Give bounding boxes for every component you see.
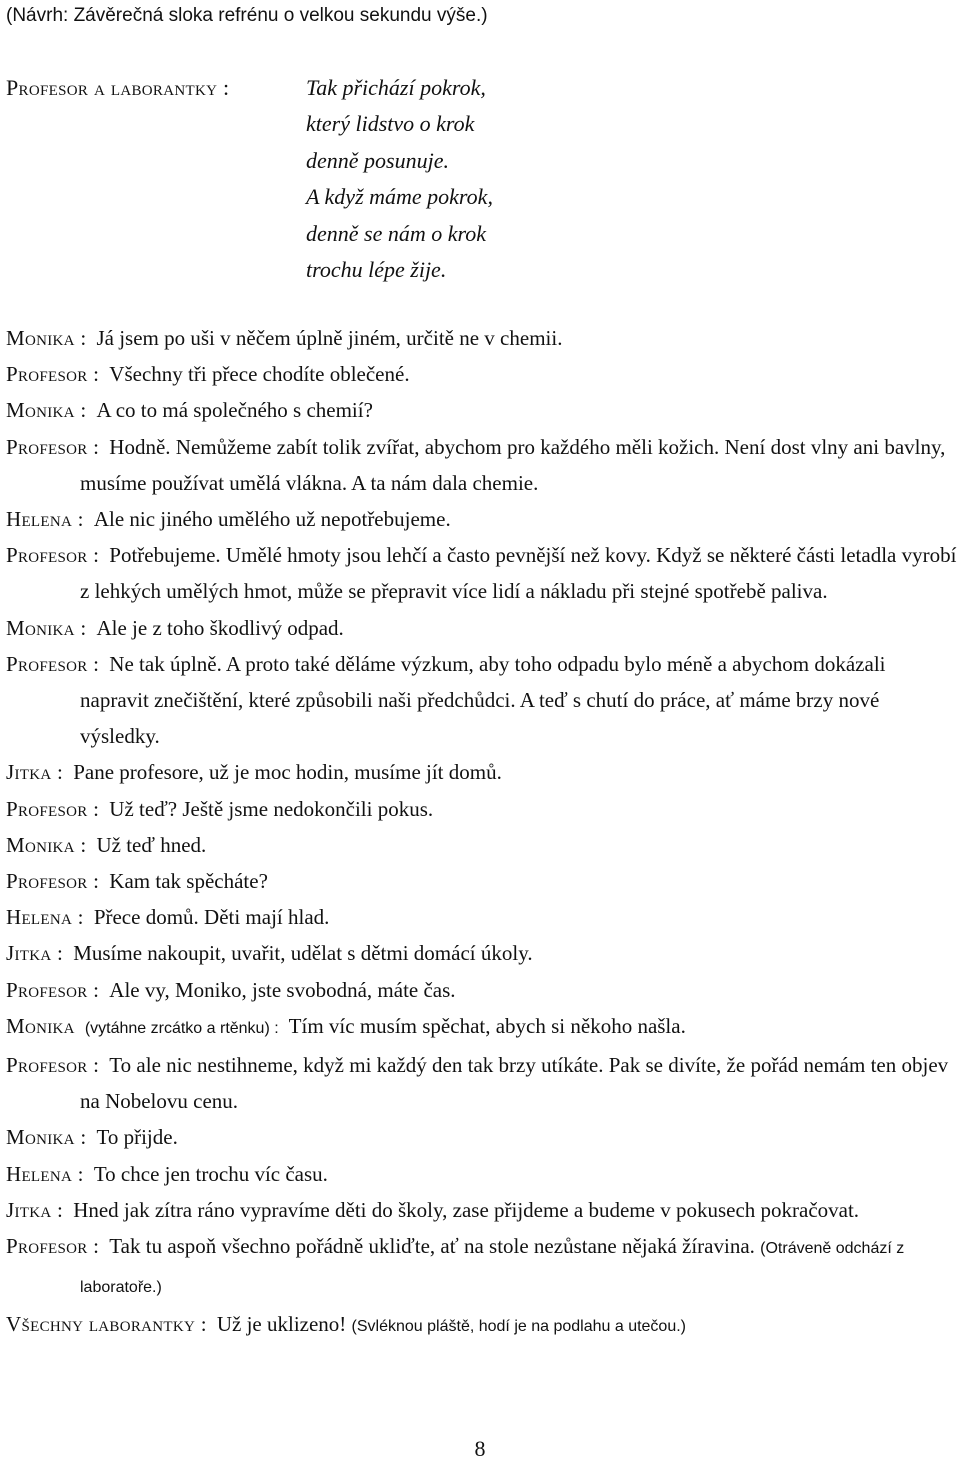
spoken-text: Už teď? Ještě jsme nedokončili pokus.	[109, 796, 434, 821]
spoken-text: Potřebujeme. Umělé hmoty jsou lehčí a často pevnější než kovy. Když se některé části letadla vyrobí z lehkých umělých hmot, může se přepravit více lidí a nákladu při stejné spotřebě paliva.	[80, 543, 957, 604]
song-lyrics	[306, 70, 493, 288]
dialogue-line	[6, 320, 958, 356]
spoken-text: Ale je z toho škodlivý odpad.	[96, 615, 344, 640]
stage-direction: (Otráveně odchází z laboratoře.)	[80, 1240, 905, 1297]
dialogue	[6, 320, 958, 1346]
dialogue-line	[6, 537, 958, 609]
speaker-name: Profesor :	[6, 796, 100, 821]
spoken-text: A co to má společného s chemií?	[96, 398, 373, 423]
speaker-name: Profesor :	[6, 434, 100, 459]
speaker-name: Helena :	[6, 905, 84, 930]
lyric-line: který lidstvo o krok	[306, 111, 475, 137]
dialogue-line	[6, 754, 958, 790]
spoken-text: Tím víc musím spěchat, abych si někoho našla.	[288, 1013, 686, 1038]
page-number: 8	[474, 1436, 486, 1461]
dialogue-line	[6, 972, 958, 1008]
speaker-name: Všechny laborantky :	[6, 1312, 207, 1337]
stage-note-top: (Návrh: Závěrečná sloka refrénu o velkou sekundu výše.)	[6, 5, 488, 26]
spoken-text: Už teď hned.	[96, 832, 207, 857]
speaker-name: Profesor :	[6, 1234, 100, 1259]
lyric-line: denně se nám o krok	[306, 220, 487, 246]
speaker-name: Helena :	[6, 1161, 84, 1186]
dialogue-line	[6, 863, 958, 899]
spoken-text: Ale vy, Moniko, jste svobodná, máte čas.	[109, 977, 456, 1002]
spoken-text: To ale nic nestihneme, když mi každý den tak brzy utíkáte. Pak se divíte, že pořád nemám ten objev na Nobelovu cenu.	[80, 1053, 949, 1114]
dialogue-line	[6, 791, 958, 827]
dialogue-line	[6, 429, 958, 501]
speaker-name: Monika :	[6, 1125, 87, 1150]
dialogue-line	[6, 827, 958, 863]
spoken-text: Musíme nakoupit, uvařit, udělat s dětmi domácí úkoly.	[73, 941, 533, 966]
speaker-name: Monika :	[6, 398, 87, 423]
dialogue-line	[6, 1192, 958, 1228]
dialogue-line	[6, 1008, 958, 1047]
spoken-text: Už je uklizeno!	[216, 1312, 347, 1337]
dialogue-line	[6, 1228, 958, 1306]
song-speaker: Profesor a laborantky :	[6, 75, 230, 100]
spoken-text: Já jsem po uši v něčem úplně jiném, určitě ne v chemii.	[96, 326, 563, 350]
spoken-text: Hned jak zítra ráno vypravíme děti do školy, zase přijdeme a budeme v pokusech pokračovat.	[73, 1197, 860, 1222]
dialogue-line	[6, 356, 958, 392]
spoken-text: To přijde.	[96, 1125, 178, 1150]
spoken-text: Hodně. Nemůžeme zabít tolik zvířat, abychom pro každého měli kožich. Není dost vlny ani bavlny, musíme používat umělá vlákna. A ta nám dala chemie.	[80, 434, 946, 495]
dialogue-line	[6, 501, 958, 537]
speaker-name: Profesor :	[6, 362, 100, 387]
speaker-name: Monika :	[6, 615, 87, 640]
dialogue-line	[6, 935, 958, 971]
lyric-line: denně posunuje.	[306, 147, 449, 173]
spoken-text: Tak tu aspoň všechno pořádně ukliďte, ať na stole nezůstane nějaká žíravina.	[109, 1234, 755, 1259]
dialogue-line	[6, 1119, 958, 1155]
speaker-name: Profesor :	[6, 977, 100, 1002]
speaker-name: Jitka :	[6, 760, 64, 785]
lyric-line: A když máme pokrok,	[306, 184, 493, 210]
speaker-name: Jitka :	[6, 1197, 64, 1222]
speaker-name: Monika :	[6, 326, 87, 350]
speaker-name: Monika :	[6, 832, 87, 857]
spoken-text: Ale nic jiného umělého už nepotřebujeme.	[93, 507, 451, 532]
dialogue-line	[6, 392, 958, 428]
dialogue-line	[6, 646, 958, 755]
stage-direction: (vytáhne zrcátko a rtěnku) :	[84, 1019, 279, 1037]
dialogue-line	[6, 1306, 958, 1345]
spoken-text: Kam tak spěcháte?	[109, 869, 268, 894]
speaker-name: Profesor :	[6, 543, 100, 568]
spoken-text: Pane profesore, už je moc hodin, musíme jít domů.	[73, 760, 502, 785]
lyric-line: Tak přichází pokrok,	[306, 75, 486, 100]
speaker-name: Profesor :	[6, 651, 100, 676]
lyric-line: trochu lépe žije.	[306, 257, 447, 283]
dialogue-line	[6, 899, 958, 935]
spoken-text: Ne tak úplně. A proto také děláme výzkum, aby toho odpadu bylo méně a abychom dokázali napravit znečištění, které způsobili naši předchůdci. A teď s chutí do práce, ať máme brzy nové výsledky.	[80, 651, 886, 749]
spoken-text: To chce jen trochu víc času.	[93, 1161, 328, 1186]
speaker-name: Profesor :	[6, 1053, 100, 1078]
speaker-name: Monika	[6, 1013, 75, 1038]
dialogue-line	[6, 1156, 958, 1192]
spoken-text: Přece domů. Děti mají hlad.	[93, 905, 330, 930]
speaker-name: Jitka :	[6, 941, 64, 966]
speaker-name: Profesor :	[6, 869, 100, 894]
speaker-name: Helena :	[6, 507, 84, 532]
dialogue-line	[6, 610, 958, 646]
stage-direction: (Svléknou pláště, hodí je na podlahu a utečou.)	[351, 1318, 686, 1336]
dialogue-line	[6, 1047, 958, 1119]
spoken-text: Všechny tři přece chodíte oblečené.	[109, 362, 410, 387]
